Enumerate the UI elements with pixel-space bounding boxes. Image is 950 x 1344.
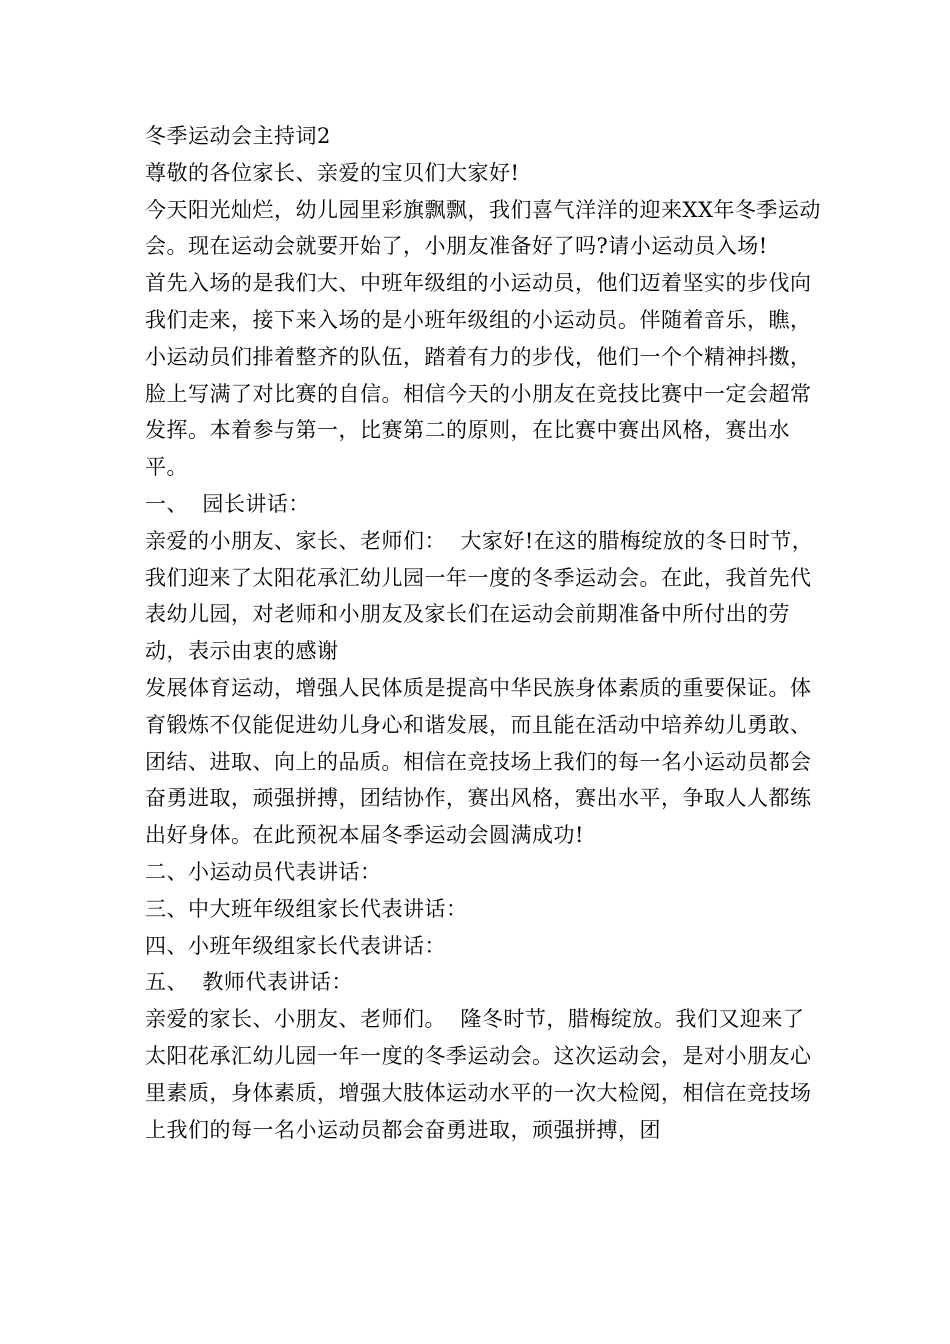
entrance-paragraph: 首先入场的是我们大、中班年级组的小运动员，他们迈着坚实的步伐向我们走来，接下来入场的是小班年级组的小运动员。伴随着音乐，瞧，小运动员们排着整齐的队伍，踏着有力的步伐，他们一个个精神抖擞，脸上写满了对比赛的自信。相信今天的小朋友在竞技比赛中一定会超常发挥。本着参与第一，比赛第二的原则，在比赛中赛出风格，赛出水平。: [145, 271, 812, 480]
greeting-paragraph: 尊敬的各位家长、亲爱的宝贝们大家好!: [145, 160, 520, 185]
section-heading-junior-parents: 四、小班年级组家长代表讲话：: [145, 933, 446, 958]
section-heading-principal: 一、 园长讲话：: [145, 491, 310, 516]
principal-speech-paragraph: 亲爱的小朋友、家长、老师们： 大家好!在这的腊梅绽放的冬日时节，我们迎来了太阳花承汇幼儿园一年一度的冬季运动会。在此，我首先代表幼儿园，对老师和小朋友及家长们在运动会前期准备中所付出的劳动，表示由衷的感谢: [145, 528, 814, 664]
document-page: [145, 118, 825, 1148]
opening-paragraph: 今天阳光灿烂，幼儿园里彩旗飘飘，我们喜气洋洋的迎来XX年冬季运动会。现在运动会就要开始了，小朋友准备好了吗?请小运动员入场!: [145, 197, 821, 259]
teacher-speech-paragraph: 亲爱的家长、小朋友、老师们。 隆冬时节，腊梅绽放。我们又迎来了太阳花承汇幼儿园一年一度的冬季运动会。这次运动会，是对小朋友心里素质，身体素质，增强大肢体运动水平的一次大检阅，相信在竞技场上我们的每一名小运动员都会奋勇进取，顽强拼搏，团: [145, 1007, 812, 1142]
section-heading-teacher: 五、 教师代表讲话：: [145, 970, 353, 995]
document-title: 冬季运动会主持词2: [145, 124, 331, 148]
sports-development-paragraph: 发展体育运动，增强人民体质是提高中华民族身体素质的重要保证。体育锻炼不仅能促进幼儿身心和谐发展，而且能在活动中培养幼儿勇敢、团结、进取、向上的品质。相信在竞技场上我们的每一名小运动员都会奋勇进取，顽强拼搏，团结协作，赛出风格，赛出水平，争取人人都练出好身体。在此预祝本届冬季运动会圆满成功!: [145, 675, 812, 848]
section-heading-senior-parents: 三、中大班年级组家长代表讲话：: [145, 896, 468, 921]
section-heading-athlete: 二、小运动员代表讲话：: [145, 859, 382, 884]
